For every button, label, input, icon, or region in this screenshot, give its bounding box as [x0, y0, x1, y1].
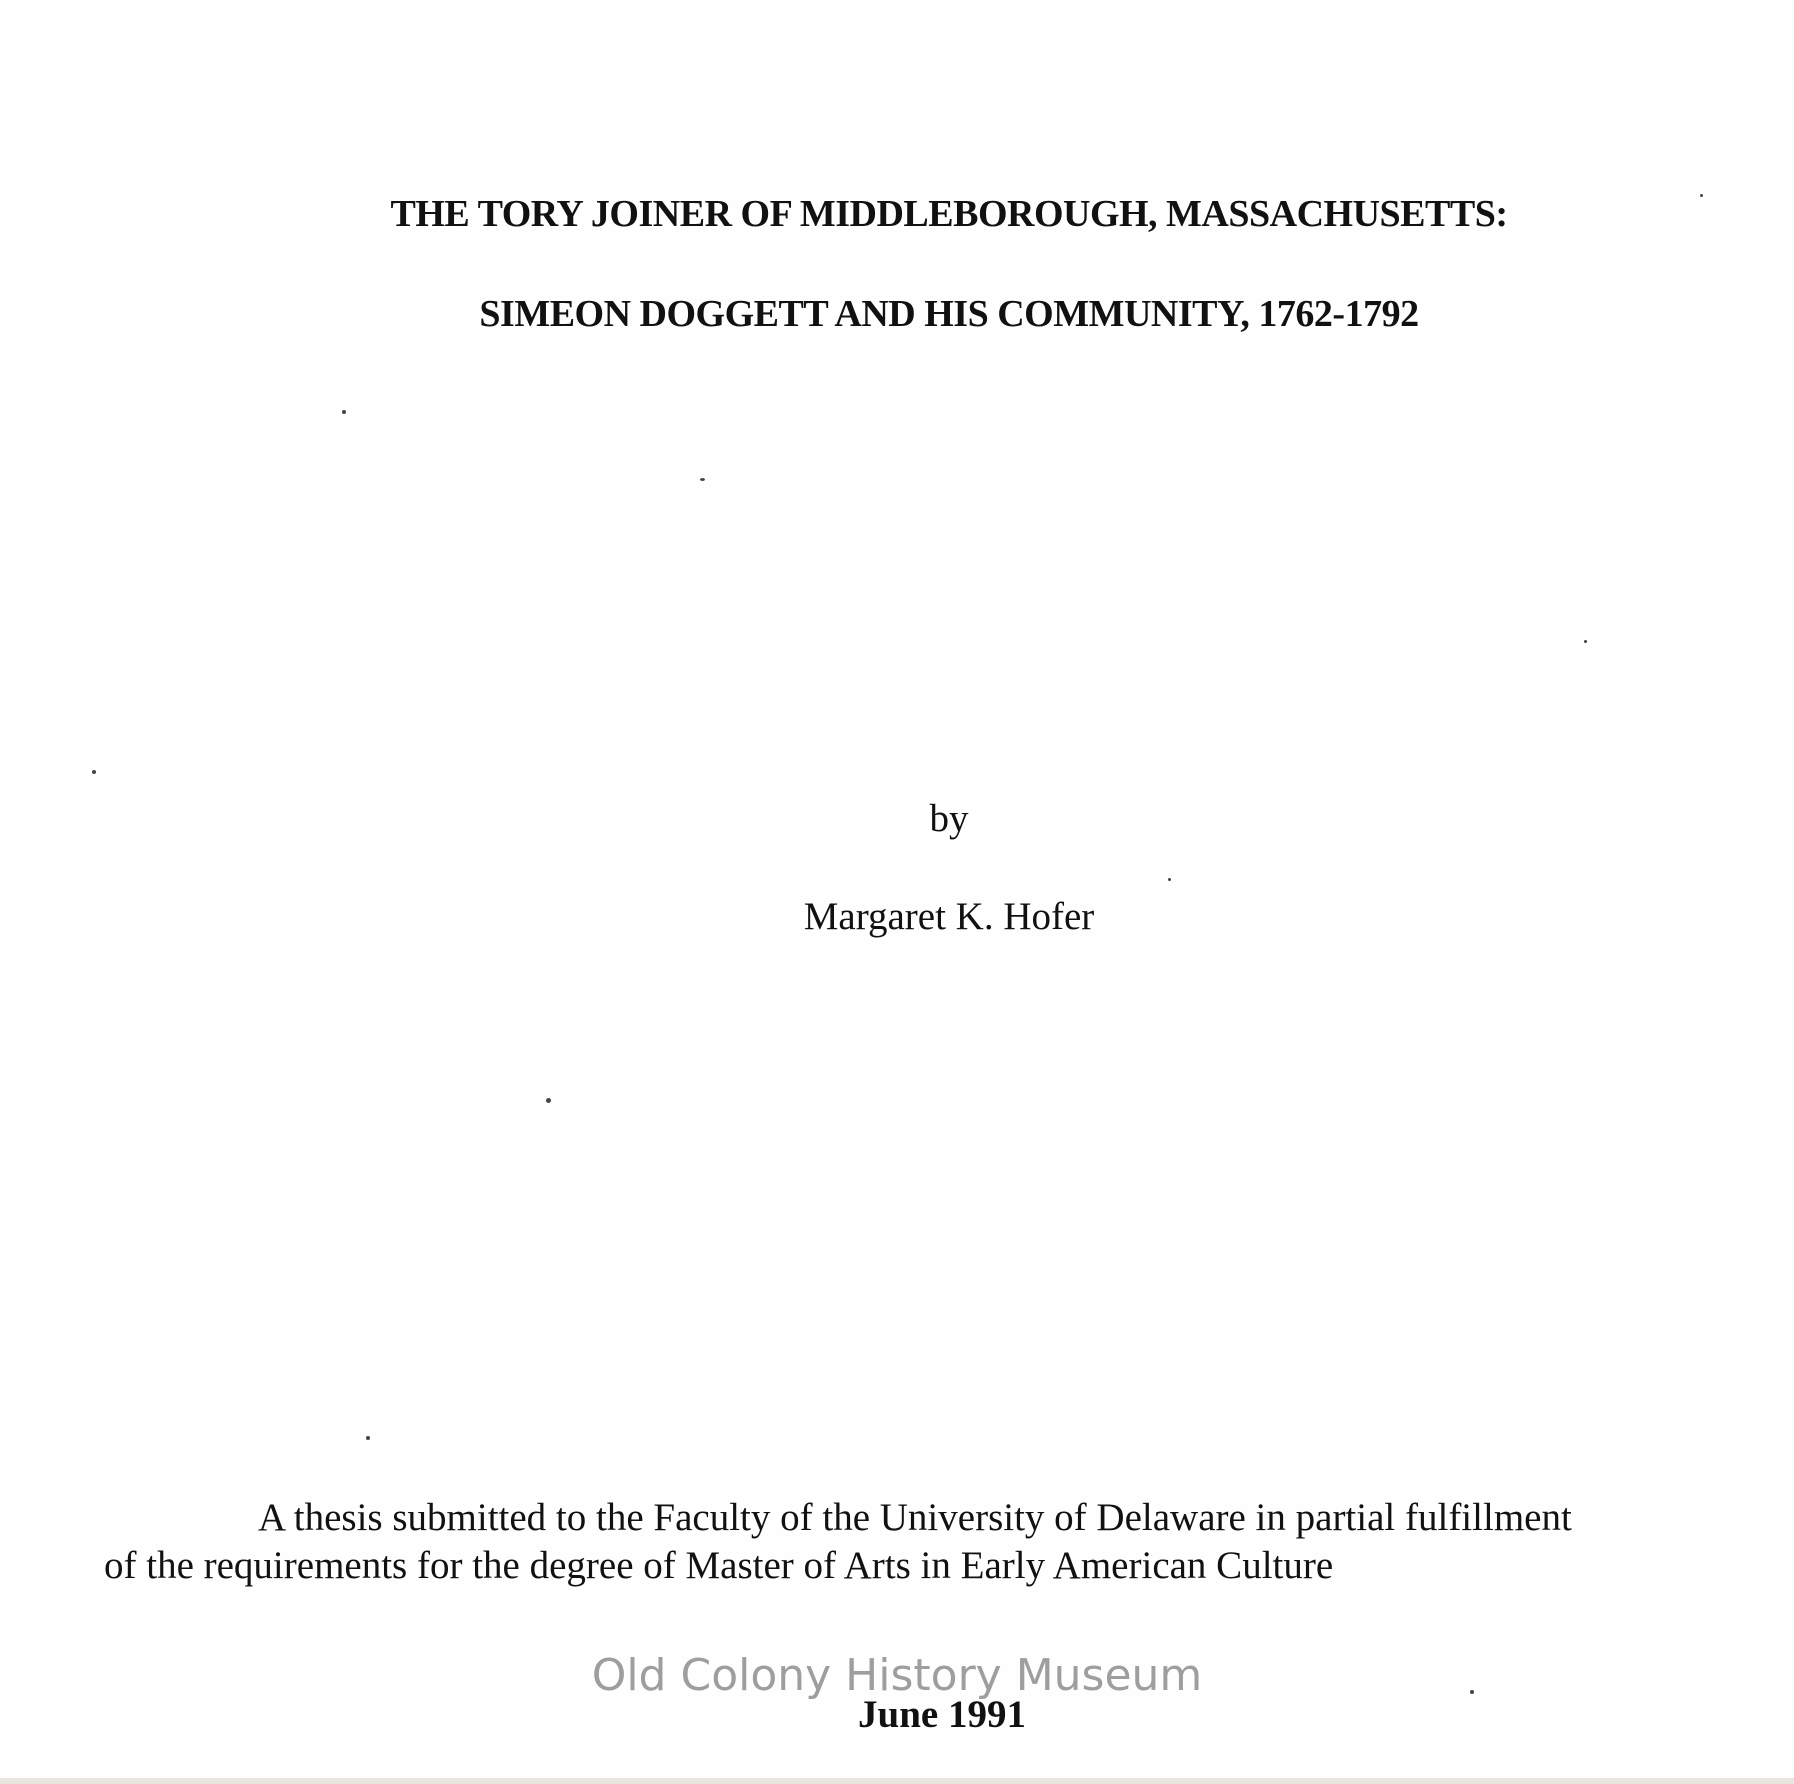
scan-speck: [1168, 878, 1171, 881]
scan-speck: [92, 770, 96, 774]
scan-speck: [1584, 640, 1587, 643]
scan-speck: [342, 410, 346, 414]
author-name: Margaret K. Hofer: [803, 895, 1095, 938]
thesis-title-line-2: SIMEON DOGGETT AND HIS COMMUNITY, 1762-1792: [479, 293, 1419, 335]
page-bottom-edge: [0, 1778, 1794, 1784]
submission-date: June 1991: [858, 1693, 1026, 1736]
scan-speck: [700, 478, 705, 481]
scan-speck: [1700, 194, 1703, 197]
scan-speck: [1470, 1690, 1474, 1694]
scan-speck: [546, 1098, 551, 1103]
thesis-statement-line-2: of the requirements for the degree of Master of Arts in Early American Culture: [104, 1544, 1334, 1587]
by-label: by: [929, 797, 969, 840]
scan-speck: [366, 1436, 370, 1440]
thesis-title-line-1: THE TORY JOINER OF MIDDLEBOROUGH, MASSACHUSETTS:: [390, 193, 1508, 235]
watermark: Old Colony History Museum: [591, 1650, 1203, 1701]
thesis-statement: [104, 1494, 1724, 1590]
thesis-statement-line-1: A thesis submitted to the Faculty of the University of Delaware in partial fulfillment: [258, 1496, 1572, 1539]
